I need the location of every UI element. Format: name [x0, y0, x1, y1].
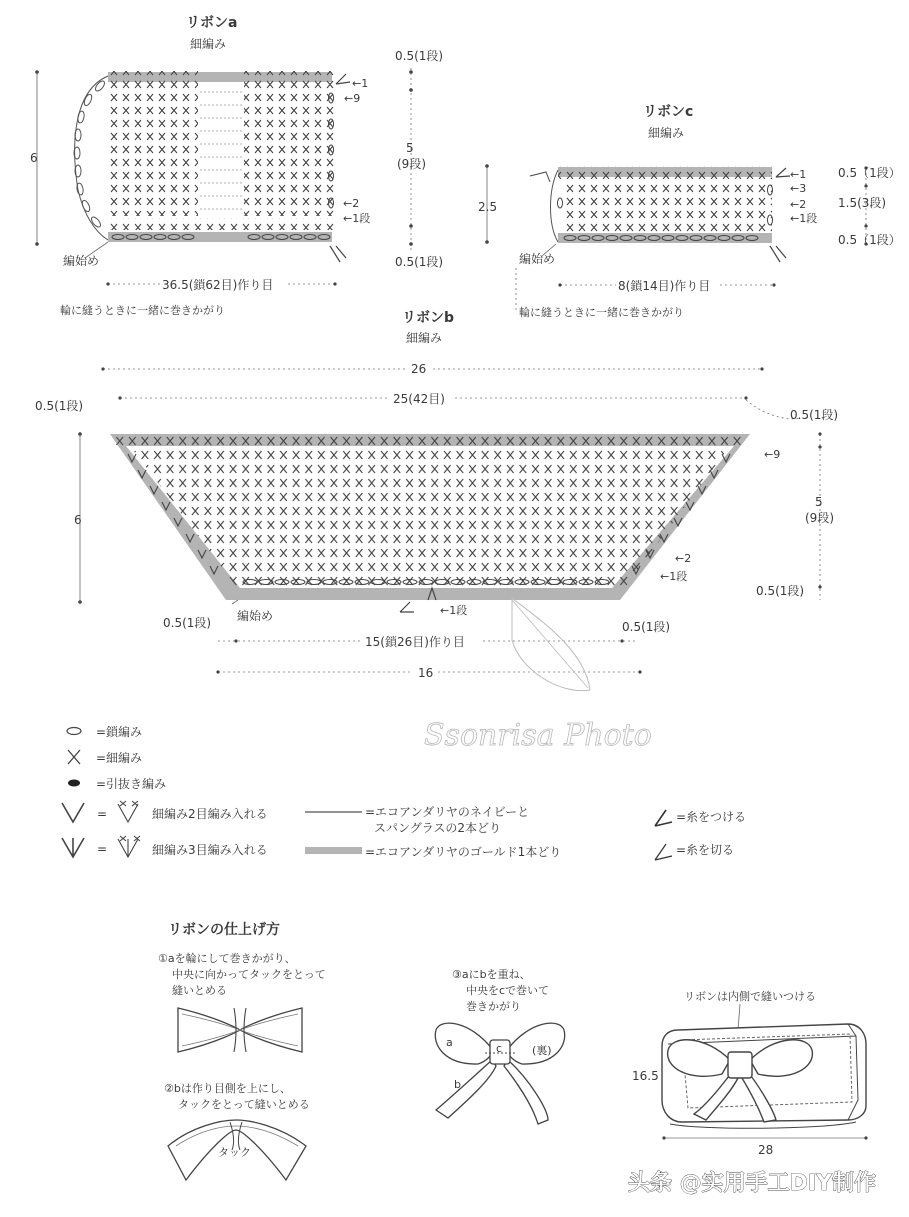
bow-label-back: (裏): [532, 1044, 552, 1057]
step2-tuck-label: タック: [218, 1146, 251, 1159]
ribbon-b-right-rows: (9段): [805, 511, 834, 525]
legend-navy-1: =エコアンダリヤのネイビーと: [365, 805, 530, 819]
ribbon-a-top-row-left: [108, 71, 198, 84]
ribbon-a-dim-mid-num: 5: [406, 141, 414, 155]
cut-yarn-icon: [655, 844, 672, 860]
legend-cut: =糸を切る: [676, 843, 735, 857]
ribbon-c-height: 2.5: [478, 200, 498, 214]
ribbon-b-title: リボンb: [402, 310, 455, 326]
ribbon-b-chart: [35, 310, 838, 680]
ribbon-a-label-row-9: ←9: [344, 92, 361, 105]
ribbon-c-row-2: [564, 220, 772, 232]
ribbon-b-height: 6: [74, 513, 82, 527]
ribbon-a-foundation: 36.5(鎖62目)作り目: [162, 278, 274, 292]
ribbon-a-gold-band-bottom: [108, 232, 332, 242]
ribbon-b-foundation: 15(鎖26目)作り目: [365, 635, 465, 649]
ribbon-a-chart: [30, 15, 443, 317]
ribbon-a-title: リボンa: [186, 15, 238, 31]
ribbon-b-bottom-right: 0.5(1段): [622, 620, 671, 634]
ribbon-c-note: 輪に縫うときに一緒に巻きかがり: [519, 306, 684, 319]
ribbon-c-label-row-1dan: ←1段: [790, 212, 818, 225]
bow-label-a: a: [446, 1036, 453, 1049]
finishing-section: [158, 921, 868, 1180]
watermark-text: Ssonrisa Photo: [424, 718, 652, 753]
ribbon-c-stitch-rows: [564, 180, 772, 219]
ribbon-a-cut-mark: [336, 74, 350, 84]
bag-note: リボンは内側で縫いつける: [684, 990, 816, 1003]
step3-line2: 中央をcで巻いて: [466, 984, 550, 997]
ribbon-a-row-2: [108, 218, 334, 230]
ribbon-c-start-label: 編始め: [519, 252, 556, 266]
ribbon-a-attach-mark: [330, 246, 346, 262]
single-crochet-icon: [68, 750, 80, 764]
increase-2-icon: [62, 803, 84, 822]
ribbon-a-height: 6: [30, 151, 38, 165]
legend-inc3: 細編み3目編み入れる: [152, 843, 268, 857]
ribbon-b-attach-mark: [400, 602, 414, 612]
ribbon-c-label-row-1: ←1: [790, 168, 807, 181]
ribbon-c-dim-bottom: 0.5（1段）: [838, 233, 901, 247]
ribbon-b-bottom-width: 16: [418, 666, 434, 680]
ribbon-c-chart: [478, 104, 901, 319]
legend-gold: =エコアンダリヤのゴールド1本どり: [365, 845, 562, 859]
step1-line3: 縫いとめる: [172, 984, 227, 997]
ribbon-b-label-row-2: ←2: [675, 552, 692, 565]
ribbon-b-left-edge: 0.5(1段): [35, 399, 84, 413]
ribbon-a-note: 輪に縫うときに一緒に巻きかがり: [60, 304, 225, 317]
ribbon-b-right-bottom: 0.5(1段): [756, 584, 805, 598]
ribbon-c-subtitle: 細編み: [648, 126, 685, 140]
ribbon-a-label-row-2: ←2: [343, 197, 360, 210]
ribbon-c-attach-mark: [770, 246, 786, 262]
watermark: [424, 598, 652, 753]
ribbon-b-label-row-1dan-right: ←1段: [660, 570, 688, 583]
ribbon-c-label-row-3: ←3: [790, 182, 807, 195]
ribbon-a-dim-mid-rows: (9段): [397, 157, 426, 171]
legend-slip: =引抜き編み: [96, 777, 167, 791]
attach-yarn-icon: [655, 810, 672, 826]
ribbon-a-top-row-right: [244, 71, 334, 84]
ribbon-b-right-edge-top: 0.5(1段): [790, 408, 839, 422]
ribbon-c-title: リボンc: [643, 104, 694, 120]
legend-inc2: 細編み2目編み入れる: [152, 807, 268, 821]
bag-width: 28: [758, 1143, 774, 1157]
ribbon-a-label-row-1dan: ←1段: [343, 212, 371, 225]
step2-line2: タックをとって縫いとめる: [178, 1098, 310, 1111]
ribbon-a-edge-loops: [74, 79, 106, 228]
slip-stitch-icon: [68, 780, 80, 787]
ribbon-b-width-inner: 25(42目): [393, 392, 445, 406]
ribbon-c-dim-mid: 1.5(3段): [838, 196, 887, 210]
brand-watermark: 头条 @实用手工DIY制作: [628, 1171, 877, 1196]
ribbon-a-start-label: 編始め: [63, 254, 100, 268]
increase-3-icon: [62, 838, 84, 857]
step3-line1: ③aにbを重ね、: [452, 968, 531, 981]
step3-line3: 巻きかがり: [466, 1000, 521, 1013]
chain-stitch-icon: [67, 728, 81, 735]
svg-text:=: =: [97, 842, 108, 856]
ribbon-c-edge-curve: [551, 170, 559, 242]
clutch-bag-icon: [662, 1024, 866, 1128]
ribbon-c-top-row: [558, 166, 772, 179]
step2-line1: ②bは作り目側を上にし、: [164, 1082, 291, 1095]
ribbon-a-dim-bottom: 0.5(1段): [395, 255, 444, 269]
legend-sc: =細編み: [96, 751, 143, 765]
ribbon-b-label-row-1dan-bottom: ←1段: [440, 604, 468, 617]
ribbon-b-bottom-left: 0.5(1段): [163, 616, 212, 630]
svg-text:=: =: [97, 807, 108, 821]
bow-label-c: c: [496, 1042, 503, 1055]
ribbon-b-subtitle: 細編み: [406, 331, 443, 345]
ribbon-b-width-total: 26: [411, 362, 427, 376]
ribbon-a-stitch-block-left: [108, 84, 198, 216]
bag-height: 16.5: [632, 1069, 659, 1083]
step3-bow-icon: [435, 1023, 564, 1124]
ribbon-c-dim-top: 0.5（1段）: [838, 166, 901, 180]
step1-line1: ①aを輪にして巻きかがり、: [158, 952, 296, 965]
ribbon-c-cut-mark: [776, 168, 790, 177]
bow-label-b: b: [454, 1078, 461, 1091]
legend-attach: =糸をつける: [676, 810, 747, 824]
ribbon-c-label-row-2: ←2: [790, 198, 807, 211]
ribbon-a-subtitle: 細編み: [190, 37, 227, 51]
ribbon-b-start-label: 編始め: [237, 609, 274, 623]
ribbon-a-omitted-rows: [200, 92, 242, 209]
ribbon-c-foundation: 8(鎖14目)作り目: [618, 279, 711, 293]
finishing-title: リボンの仕上げ方: [168, 922, 280, 938]
ribbon-b-top-row: [115, 434, 745, 447]
ribbon-a-dim-top: 0.5(1段): [395, 49, 444, 63]
ribbon-b-right-num: 5: [815, 495, 823, 509]
gold-yarn-band-icon: [305, 847, 362, 854]
increase-3-detail-icon: [118, 836, 140, 857]
ribbon-a-stitch-block-right: [244, 84, 334, 216]
legend-chain: =鎖編み: [96, 725, 143, 739]
ribbon-b-label-row-9: ←9: [764, 448, 781, 461]
increase-2-detail-icon: [118, 801, 138, 822]
ribbon-a-label-row-1: ←1: [352, 77, 369, 90]
step1-line2: 中央に向かってタックをとって: [172, 968, 326, 981]
legend-navy-2: スパングラスの2本どり: [374, 821, 502, 835]
